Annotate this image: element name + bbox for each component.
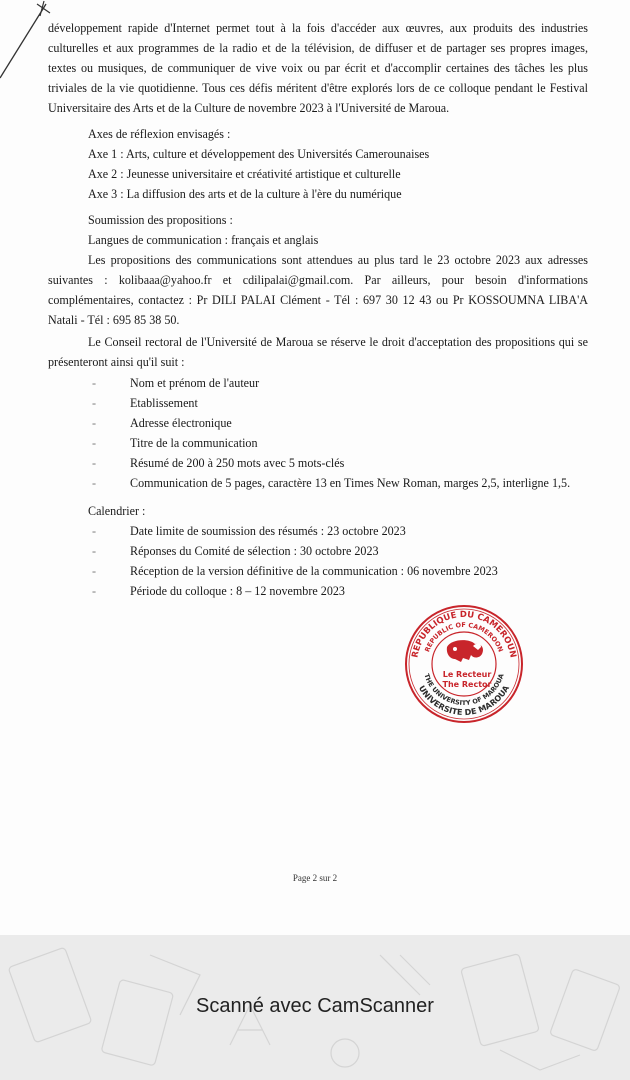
- scanner-caption: Scanné avec CamScanner: [196, 995, 434, 1017]
- stamp-inner-bottom: THE UNIVERSITY OF MAROUA: [422, 672, 506, 708]
- list-item: - Etablissement: [48, 393, 588, 413]
- stamp-inner-top: REPUBLIC OF CAMEROON: [423, 620, 505, 654]
- axe-item: Axe 2 : Jeunesse universitaire et créativité artistique et culturelle: [88, 167, 401, 181]
- list-item: - Date limite de soumission des résumés : 23 octobre 2023: [48, 521, 588, 541]
- list-item: - Période du colloque : 8 – 12 novembre 2023: [48, 581, 588, 601]
- list-item: - Communication de 5 pages, caractère 13 en Times New Roman, marges 2,5, interligne 1,5.: [48, 473, 588, 493]
- intro-paragraph: développement rapide d'Internet permet tout à la fois d'accéder aux œuvres, aux produits des industries culturelles et aux programmes de la radio et de la télévision, de diffuser et de partager ses propres images, textes ou musiques, de communiquer de vive voix ou par écrit et d'accomplir certaines des tâches les plus triviales de la vie quotidienne. Tous ces défis méritent d'être explorés lors de ce colloque pendant le Festival Universitaire des Arts et de la Culture de novembre 2023 à l'Université de Maroua.: [48, 21, 588, 115]
- requirements-list: [48, 373, 588, 493]
- list-item: - Adresse électronique: [48, 413, 588, 433]
- axes-heading: Axes de réflexion envisagés :: [88, 127, 231, 141]
- rector-stamp: [403, 603, 525, 725]
- axe-item: Axe 3 : La diffusion des arts et de la culture à l'ère du numérique: [88, 187, 402, 201]
- stamp-outer-top: REPUBLIQUE DU CAMEROUN: [410, 609, 518, 659]
- stamp-center-line2: The Rector: [442, 680, 492, 689]
- list-item: - Réponses du Comité de sélection : 30 octobre 2023: [48, 541, 588, 561]
- list-item: - Titre de la communication: [48, 433, 588, 453]
- calendar-list: [48, 521, 588, 601]
- council-paragraph: Le Conseil rectoral de l'Université de Maroua se réserve le droit d'acceptation des propositions qui se présenteront ainsi qu'il suit :: [48, 335, 588, 369]
- axe-item: Axe 1 : Arts, culture et développement des Universités Camerounaises: [88, 147, 430, 161]
- list-item: - Résumé de 200 à 250 mots avec 5 mots-clés: [48, 453, 588, 473]
- camscanner-footer: [0, 935, 630, 1080]
- languages-line: Langues de communication : français et anglais: [88, 233, 319, 247]
- page-number: Page 2 sur 2: [292, 873, 338, 883]
- submission-heading: Soumission des propositions :: [88, 213, 233, 227]
- document-body: [48, 18, 588, 601]
- submission-paragraph: Les propositions des communications sont attendues au plus tard le 23 octobre 2023 aux adresses suivantes : kolibaaa@yahoo.fr et cdilipalai@gmail.com. Par ailleurs, pour besoin d'informations complémentaires, contactez : Pr DILI PALAI Clément - Tél : 697 30 12 43 ou Pr KOSSOUMNA LIBA'A Natali - Tél : 695 85 38 50.: [48, 253, 588, 327]
- stamp-outer-bottom: UNIVERSITE DE MAROUA: [416, 683, 512, 718]
- stamp-emblem-icon: [447, 640, 483, 662]
- list-item: - Nom et prénom de l'auteur: [48, 373, 588, 393]
- list-item: - Réception de la version définitive de la communication : 06 novembre 2023: [48, 561, 588, 581]
- stamp-center-line1: Le Recteur: [442, 670, 492, 679]
- calendar-heading: Calendrier :: [88, 504, 146, 518]
